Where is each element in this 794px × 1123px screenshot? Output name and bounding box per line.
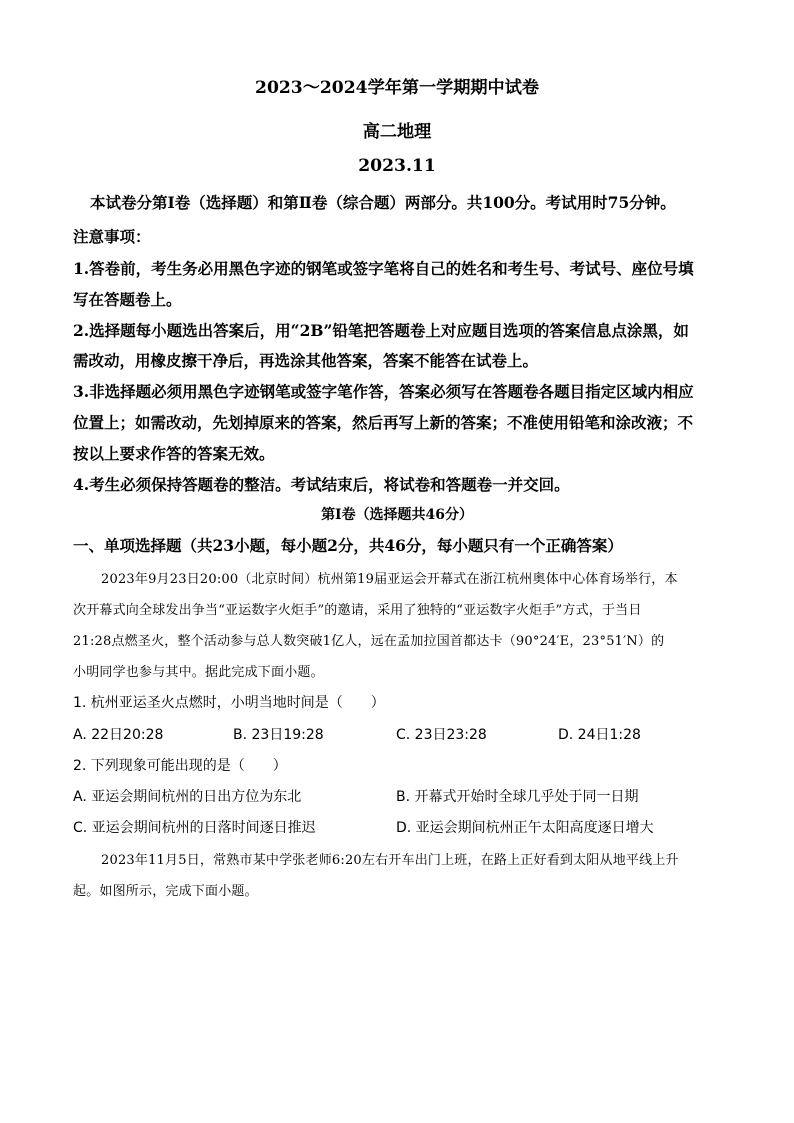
- notice-3-line-3: 按以上要求作答的答案无效。: [73, 444, 275, 463]
- question-2-option-c: C. 亚运会期间杭州的日落时间逐日推迟: [73, 820, 316, 836]
- notice-2-line-1: 2.选择题每小题选出答案后，用“2B”铅笔把答题卷上对应题目选项的答案信息点涂黑，如: [73, 321, 689, 340]
- subject-title: 高二地理: [362, 122, 432, 142]
- question-1-option-b: B. 23日19:28: [233, 727, 324, 743]
- passage-1-line-2: 次开幕式向全球发出争当“亚运数字火炬手”的邀请，采用了独特的“亚运数字火炬手”方式，于当日: [73, 603, 642, 618]
- exam-title: 2023～2024学年第一学期期中试卷: [255, 78, 539, 98]
- notice-heading: 注意事项：: [73, 227, 151, 246]
- question-1-option-c: C. 23日23:28: [396, 727, 487, 743]
- notice-2-line-2: 需改动，用橡皮擦干净后，再选涂其他答案，答案不能答在试卷上。: [73, 351, 539, 370]
- passage-2-line-2: 起。如图所示，完成下面小题。: [73, 884, 258, 899]
- question-2-option-d: D. 亚运会期间杭州正午太阳高度逐日增大: [396, 820, 654, 836]
- exam-date: 2023.11: [358, 156, 436, 176]
- part-1-heading: 第Ⅰ卷（选择题共46分）: [321, 507, 473, 523]
- intro-text: 本试卷分第Ⅰ卷（选择题）和第Ⅱ卷（综合题）两部分。共100分。考试用时75分钟。: [90, 193, 676, 212]
- question-2-option-a: A. 亚运会期间杭州的日出方位为东北: [73, 789, 302, 805]
- passage-2-line-1: 2023年11月5日，常熟市某中学张老师6:20左右开车出门上班，在路上正好看到太阳从地平线上升: [101, 853, 679, 868]
- notice-1-line-1: 1.答卷前，考生务必用黑色字迹的钢笔或签字笔将自己的姓名和考生号、考试号、座位号填: [73, 259, 694, 278]
- passage-1-line-1: 2023年9月23日20:00（北京时间）杭州第19届亚运会开幕式在浙江杭州奥体中心体育场举行，本: [101, 572, 678, 587]
- passage-1-line-3: 21:28点燃圣火，整个活动参与总人数突破1亿人，远在孟加拉国首都达卡（90°24′E，23°51′N）的: [73, 634, 665, 649]
- section-1-heading: 一、单项选择题（共23小题，每小题2分，共46分，每小题只有一个正确答案）: [73, 536, 623, 555]
- question-1-stem: 1. 杭州亚运圣火点燃时，小明当地时间是（ ）: [73, 695, 385, 711]
- question-2-stem: 2. 下列现象可能出现的是（ ）: [73, 758, 287, 774]
- question-1-option-d: D. 24日1:28: [558, 727, 641, 743]
- question-2-option-b: B. 开幕式开始时全球几乎处于同一日期: [396, 789, 639, 805]
- notice-3-line-1: 3.非选择题必须用黑色字迹钢笔或签字笔作答，答案必须写在答题卷各题目指定区域内相应: [73, 382, 694, 401]
- question-1-option-a: A. 22日20:28: [73, 727, 164, 743]
- notice-4-line-1: 4.考生必须保持答题卷的整洁。考试结束后，将试卷和答题卷一并交回。: [73, 475, 570, 494]
- notice-1-line-2: 写在答题卷上。: [73, 290, 182, 309]
- notice-3-line-2: 位置上；如需改动，先划掉原来的答案，然后再写上新的答案；不准使用铅笔和涂改液；不: [73, 413, 694, 432]
- passage-1-line-4: 小明同学也参与其中。据此完成下面小题。: [73, 665, 324, 680]
